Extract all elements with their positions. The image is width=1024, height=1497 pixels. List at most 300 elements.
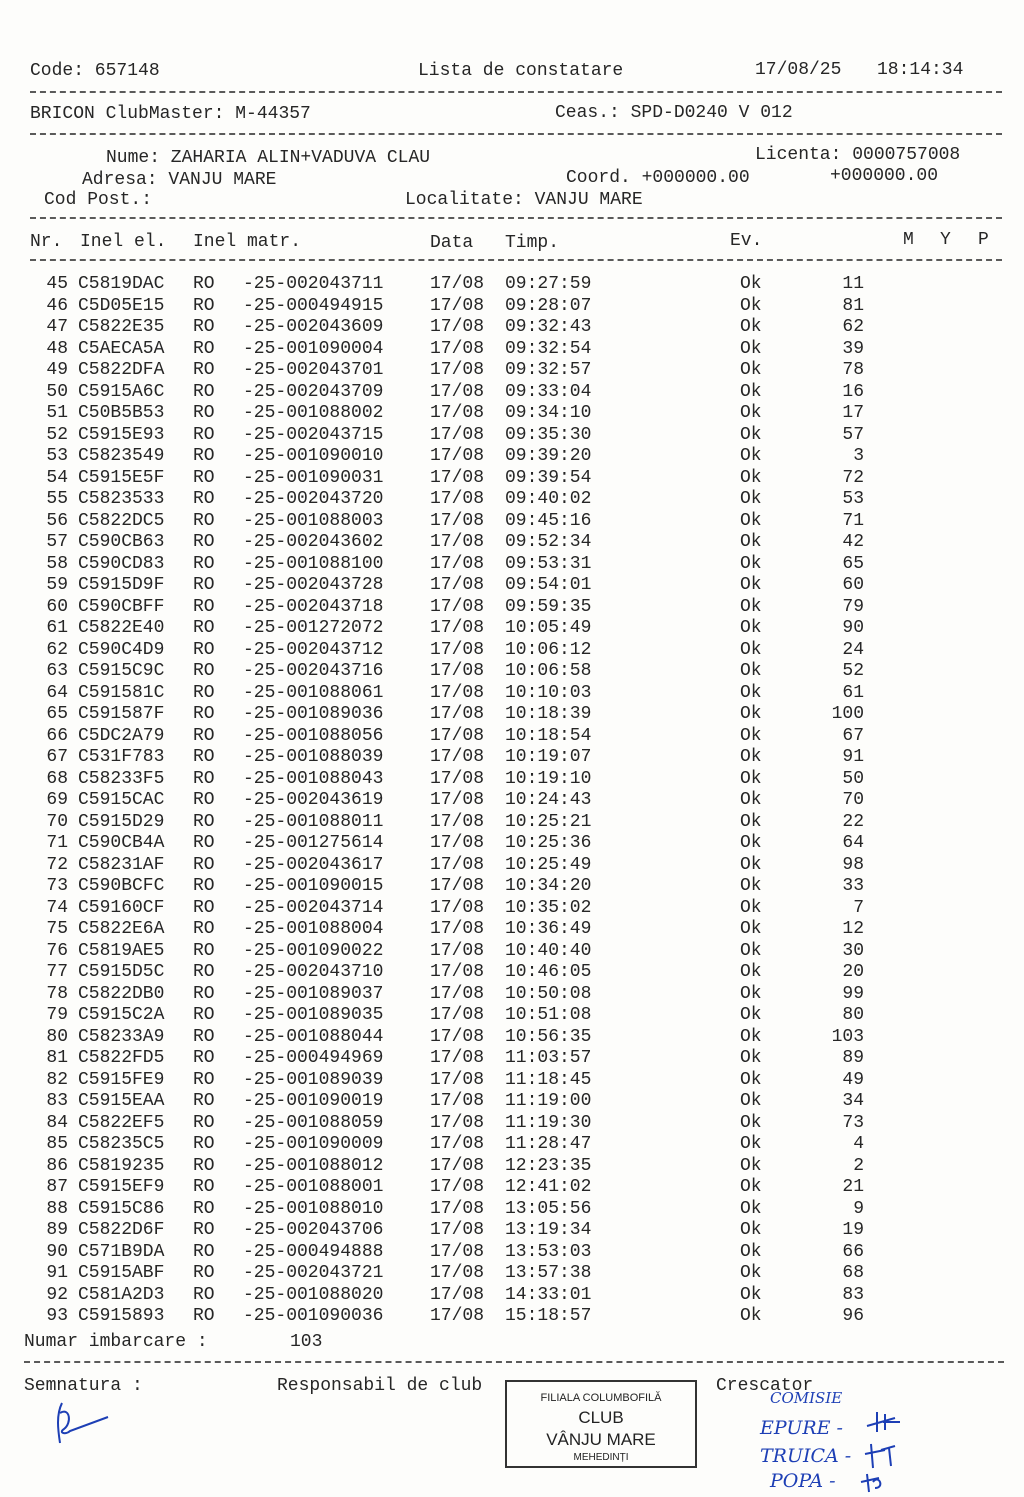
table-row bbox=[0, 1135, 1024, 1157]
ring-matricol: -25-001272072 bbox=[243, 618, 384, 638]
arrival-date: 17/08 bbox=[430, 811, 485, 832]
row-number: 78 bbox=[46, 983, 68, 1004]
divider bbox=[30, 133, 1002, 135]
ring-electronic: C590BCFC bbox=[78, 876, 165, 896]
ring-country: RO bbox=[193, 1091, 215, 1111]
ring-electronic: C531F783 bbox=[78, 747, 165, 767]
arrival-date: 17/08 bbox=[430, 1263, 485, 1283]
ring-electronic: C5819DAC bbox=[78, 274, 165, 294]
row-number: 83 bbox=[46, 1091, 68, 1111]
arrival-date: 17/08 bbox=[430, 983, 485, 1004]
ring-country: RO bbox=[193, 897, 215, 918]
ring-country: RO bbox=[193, 1306, 215, 1326]
ring-country: RO bbox=[193, 768, 215, 789]
ring-country: RO bbox=[193, 532, 215, 552]
clubmaster-id: BRICON ClubMaster: M-44357 bbox=[30, 104, 311, 124]
arrival-date: 17/08 bbox=[430, 919, 485, 939]
ring-country: RO bbox=[193, 1241, 215, 1262]
ring-country: RO bbox=[193, 1134, 215, 1154]
ring-electronic: C590CD83 bbox=[78, 553, 165, 574]
event-status: Ok bbox=[740, 1134, 762, 1154]
ring-electronic: C5819235 bbox=[78, 1155, 165, 1176]
ring-country: RO bbox=[193, 682, 215, 703]
ring-country: RO bbox=[193, 1026, 215, 1047]
row-number: 64 bbox=[46, 682, 68, 703]
points: 2 bbox=[853, 1155, 864, 1176]
table-row bbox=[0, 1221, 1024, 1243]
arrival-date: 17/08 bbox=[430, 897, 485, 918]
table-row bbox=[0, 770, 1024, 792]
event-status: Ok bbox=[740, 467, 762, 488]
points: 20 bbox=[842, 962, 864, 982]
arrival-date: 17/08 bbox=[430, 790, 485, 810]
arrival-time: 09:59:35 bbox=[505, 596, 592, 617]
ring-country: RO bbox=[193, 489, 215, 509]
arrival-time: 10:19:07 bbox=[505, 747, 592, 767]
arrival-date: 17/08 bbox=[430, 962, 485, 982]
event-status: Ok bbox=[740, 1112, 762, 1133]
arrival-time: 10:24:43 bbox=[505, 790, 592, 810]
ring-matricol: -25-001089036 bbox=[243, 704, 384, 724]
ring-matricol: -25-002043701 bbox=[243, 360, 384, 380]
points: 91 bbox=[842, 747, 864, 767]
arrival-date: 17/08 bbox=[430, 317, 485, 337]
ring-matricol: -25-001090031 bbox=[243, 467, 384, 488]
row-number: 70 bbox=[46, 811, 68, 832]
ring-matricol: -25-002043706 bbox=[243, 1220, 384, 1240]
ring-matricol: -25-002043720 bbox=[243, 489, 384, 509]
arrival-time: 09:54:01 bbox=[505, 575, 592, 595]
arrival-date: 17/08 bbox=[430, 295, 485, 316]
arrival-time: 09:32:43 bbox=[505, 317, 592, 337]
handwritten-initials bbox=[855, 1408, 945, 1493]
col-ring-matr: Inel matr. bbox=[193, 232, 302, 252]
col-y: Y bbox=[940, 230, 951, 250]
points: 103 bbox=[831, 1026, 864, 1047]
ring-country: RO bbox=[193, 661, 215, 681]
ring-electronic: C5915ABF bbox=[78, 1263, 165, 1283]
arrival-time: 09:35:30 bbox=[505, 424, 592, 445]
ring-country: RO bbox=[193, 639, 215, 660]
arrival-time: 10:25:21 bbox=[505, 811, 592, 832]
table-row bbox=[0, 404, 1024, 426]
event-status: Ok bbox=[740, 618, 762, 638]
arrival-date: 17/08 bbox=[430, 1134, 485, 1154]
row-number: 45 bbox=[46, 274, 68, 294]
ring-country: RO bbox=[193, 983, 215, 1004]
arrival-time: 09:40:02 bbox=[505, 489, 592, 509]
stamp-line-1: FILIALA COLUMBOFILĂ bbox=[540, 1392, 662, 1404]
ring-country: RO bbox=[193, 1155, 215, 1176]
event-status: Ok bbox=[740, 833, 762, 853]
ring-matricol: -25-001088012 bbox=[243, 1155, 384, 1176]
table-row bbox=[0, 963, 1024, 985]
event-status: Ok bbox=[740, 725, 762, 746]
ring-electronic: C50B5B53 bbox=[78, 403, 165, 423]
points: 81 bbox=[842, 295, 864, 316]
arrival-time: 10:10:03 bbox=[505, 682, 592, 703]
ring-electronic: C58233F5 bbox=[78, 768, 165, 789]
arrival-date: 17/08 bbox=[430, 467, 485, 488]
ring-country: RO bbox=[193, 274, 215, 294]
ring-country: RO bbox=[193, 381, 215, 402]
ring-electronic: C5915D29 bbox=[78, 811, 165, 832]
arrival-time: 10:25:49 bbox=[505, 854, 592, 875]
event-status: Ok bbox=[740, 575, 762, 595]
arrival-date: 17/08 bbox=[430, 1048, 485, 1068]
arrival-date: 17/08 bbox=[430, 424, 485, 445]
arrival-time: 09:39:54 bbox=[505, 467, 592, 488]
points: 52 bbox=[842, 661, 864, 681]
arrival-date: 17/08 bbox=[430, 1155, 485, 1176]
table-row bbox=[0, 791, 1024, 813]
col-date: Data bbox=[430, 233, 474, 253]
arrival-time: 09:52:34 bbox=[505, 532, 592, 552]
row-number: 75 bbox=[46, 919, 68, 939]
row-number: 77 bbox=[46, 962, 68, 982]
arrival-time: 09:53:31 bbox=[505, 553, 592, 574]
arrival-date: 17/08 bbox=[430, 553, 485, 574]
row-number: 46 bbox=[46, 295, 68, 316]
event-status: Ok bbox=[740, 639, 762, 660]
stamp-line-2: CLUB bbox=[578, 1408, 624, 1427]
ring-matricol: -25-002043709 bbox=[243, 381, 384, 402]
ring-matricol: -25-001090019 bbox=[243, 1091, 384, 1111]
event-status: Ok bbox=[740, 962, 762, 982]
arrival-date: 17/08 bbox=[430, 1005, 485, 1025]
ring-electronic: C5822DC5 bbox=[78, 510, 165, 531]
event-status: Ok bbox=[740, 317, 762, 337]
ring-electronic: C5915EAA bbox=[78, 1091, 165, 1111]
arrival-time: 09:45:16 bbox=[505, 510, 592, 531]
ring-country: RO bbox=[193, 403, 215, 423]
arrival-time: 13:05:56 bbox=[505, 1198, 592, 1219]
event-status: Ok bbox=[740, 682, 762, 703]
event-status: Ok bbox=[740, 1155, 762, 1176]
ring-country: RO bbox=[193, 747, 215, 767]
arrival-date: 17/08 bbox=[430, 1177, 485, 1197]
table-row bbox=[0, 1049, 1024, 1071]
arrival-date: 17/08 bbox=[430, 768, 485, 789]
row-number: 49 bbox=[46, 360, 68, 380]
ring-matricol: -25-002043711 bbox=[243, 274, 384, 294]
ring-matricol: -25-001275614 bbox=[243, 833, 384, 853]
points: 21 bbox=[842, 1177, 864, 1197]
breeder-label: Crescator bbox=[716, 1376, 814, 1396]
event-status: Ok bbox=[740, 424, 762, 445]
ring-matricol: -25-001088056 bbox=[243, 725, 384, 746]
table-row bbox=[0, 1264, 1024, 1286]
ring-country: RO bbox=[193, 317, 215, 337]
stamp-line-4: MEHEDINȚI bbox=[573, 1452, 629, 1463]
handwritten-name-1: EPURE - bbox=[760, 1417, 843, 1439]
table-row bbox=[0, 1028, 1024, 1050]
points: 71 bbox=[842, 510, 864, 531]
ring-electronic: C5822FD5 bbox=[78, 1048, 165, 1068]
ring-matricol: -25-001088003 bbox=[243, 510, 384, 531]
ring-country: RO bbox=[193, 1112, 215, 1133]
ring-matricol: -25-002043617 bbox=[243, 854, 384, 875]
ring-electronic: C5822E35 bbox=[78, 317, 165, 337]
ring-matricol: -25-001090022 bbox=[243, 940, 384, 961]
arrival-time: 10:40:40 bbox=[505, 940, 592, 961]
table-row bbox=[0, 748, 1024, 770]
table-row bbox=[0, 1006, 1024, 1028]
points: 79 bbox=[842, 596, 864, 617]
points: 24 bbox=[842, 639, 864, 660]
points: 67 bbox=[842, 725, 864, 746]
ring-matricol: -25-002043718 bbox=[243, 596, 384, 617]
arrival-date: 17/08 bbox=[430, 618, 485, 638]
arrival-time: 10:06:58 bbox=[505, 661, 592, 681]
table-row bbox=[0, 942, 1024, 964]
event-status: Ok bbox=[740, 661, 762, 681]
row-number: 72 bbox=[46, 854, 68, 875]
arrival-time: 10:50:08 bbox=[505, 983, 592, 1004]
ring-matricol: -25-001090015 bbox=[243, 876, 384, 896]
signature-mark bbox=[50, 1395, 120, 1450]
table-row bbox=[0, 1178, 1024, 1200]
table-row bbox=[0, 318, 1024, 340]
arrival-time: 10:36:49 bbox=[505, 919, 592, 939]
ring-matricol: -25-001088059 bbox=[243, 1112, 384, 1133]
row-number: 55 bbox=[46, 489, 68, 509]
handwritten-name-3: POPA - bbox=[770, 1470, 836, 1492]
table-row bbox=[0, 856, 1024, 878]
arrival-date: 17/08 bbox=[430, 1069, 485, 1090]
table-row bbox=[0, 361, 1024, 383]
arrival-date: 17/08 bbox=[430, 639, 485, 660]
row-number: 54 bbox=[46, 467, 68, 488]
event-status: Ok bbox=[740, 553, 762, 574]
row-number: 66 bbox=[46, 725, 68, 746]
col-time: Timp. bbox=[505, 233, 560, 253]
event-status: Ok bbox=[740, 1048, 762, 1068]
arrival-time: 12:41:02 bbox=[505, 1177, 592, 1197]
points: 100 bbox=[831, 704, 864, 724]
arrival-time: 10:46:05 bbox=[505, 962, 592, 982]
postal-code: Cod Post.: bbox=[44, 190, 153, 210]
row-number: 76 bbox=[46, 940, 68, 961]
table-row bbox=[0, 920, 1024, 942]
arrival-date: 17/08 bbox=[430, 940, 485, 961]
arrival-date: 17/08 bbox=[430, 1284, 485, 1305]
points: 50 bbox=[842, 768, 864, 789]
row-number: 47 bbox=[46, 317, 68, 337]
ring-country: RO bbox=[193, 725, 215, 746]
table-row bbox=[0, 297, 1024, 319]
ring-matricol: -25-002043602 bbox=[243, 532, 384, 552]
event-status: Ok bbox=[740, 1263, 762, 1283]
arrival-time: 10:56:35 bbox=[505, 1026, 592, 1047]
ring-matricol: -25-001088004 bbox=[243, 919, 384, 939]
ring-matricol: -25-001088002 bbox=[243, 403, 384, 423]
ring-electronic: C58231AF bbox=[78, 854, 165, 875]
points: 3 bbox=[853, 446, 864, 466]
table-row bbox=[0, 619, 1024, 641]
arrival-time: 10:18:54 bbox=[505, 725, 592, 746]
row-number: 73 bbox=[46, 876, 68, 896]
row-number: 68 bbox=[46, 768, 68, 789]
ring-electronic: C590CB4A bbox=[78, 833, 165, 853]
arrival-date: 17/08 bbox=[430, 1198, 485, 1219]
table-row bbox=[0, 899, 1024, 921]
ring-electronic: C5915E5F bbox=[78, 467, 165, 488]
row-number: 69 bbox=[46, 790, 68, 810]
event-status: Ok bbox=[740, 811, 762, 832]
points: 30 bbox=[842, 940, 864, 961]
club-stamp bbox=[505, 1380, 697, 1468]
responsible-label: Responsabil de club bbox=[277, 1376, 483, 1396]
row-number: 62 bbox=[46, 639, 68, 660]
points: 68 bbox=[842, 1263, 864, 1283]
ring-country: RO bbox=[193, 510, 215, 531]
points: 64 bbox=[842, 833, 864, 853]
event-status: Ok bbox=[740, 446, 762, 466]
arrival-time: 10:25:36 bbox=[505, 833, 592, 853]
event-status: Ok bbox=[740, 489, 762, 509]
ring-electronic: C5823533 bbox=[78, 489, 165, 509]
ring-electronic: C5915C9C bbox=[78, 661, 165, 681]
ring-country: RO bbox=[193, 1263, 215, 1283]
arrival-date: 17/08 bbox=[430, 1091, 485, 1111]
ring-electronic: C5822EF5 bbox=[78, 1112, 165, 1133]
ring-country: RO bbox=[193, 424, 215, 445]
table-row bbox=[0, 877, 1024, 899]
table-row bbox=[0, 275, 1024, 297]
ring-matricol: -25-001088020 bbox=[243, 1284, 384, 1305]
points: 19 bbox=[842, 1220, 864, 1240]
table-row bbox=[0, 1092, 1024, 1114]
arrival-time: 11:19:00 bbox=[505, 1091, 592, 1111]
arrival-date: 17/08 bbox=[430, 833, 485, 853]
row-number: 93 bbox=[46, 1306, 68, 1326]
row-number: 63 bbox=[46, 661, 68, 681]
ring-matricol: -25-002043716 bbox=[243, 661, 384, 681]
arrival-date: 17/08 bbox=[430, 1112, 485, 1133]
points: 99 bbox=[842, 983, 864, 1004]
ring-country: RO bbox=[193, 940, 215, 961]
ring-electronic: C5915D9F bbox=[78, 575, 165, 595]
ring-electronic: C5822DFA bbox=[78, 360, 165, 380]
ring-electronic: C5DC2A79 bbox=[78, 725, 165, 746]
row-number: 86 bbox=[46, 1155, 68, 1176]
row-number: 57 bbox=[46, 532, 68, 552]
table-row bbox=[0, 1307, 1024, 1329]
event-status: Ok bbox=[740, 1026, 762, 1047]
arrival-time: 09:32:57 bbox=[505, 360, 592, 380]
ring-country: RO bbox=[193, 553, 215, 574]
points: 73 bbox=[842, 1112, 864, 1133]
divider bbox=[30, 259, 1002, 261]
ring-electronic: C5822E40 bbox=[78, 618, 165, 638]
event-status: Ok bbox=[740, 403, 762, 423]
ring-matricol: -25-000494888 bbox=[243, 1241, 384, 1262]
ring-country: RO bbox=[193, 704, 215, 724]
code-label: Code: 657148 bbox=[30, 61, 160, 81]
ring-country: RO bbox=[193, 1005, 215, 1025]
ring-electronic: C59160CF bbox=[78, 897, 165, 918]
points: 98 bbox=[842, 854, 864, 875]
event-status: Ok bbox=[740, 919, 762, 939]
event-status: Ok bbox=[740, 295, 762, 316]
event-status: Ok bbox=[740, 790, 762, 810]
ring-electronic: C5915D5C bbox=[78, 962, 165, 982]
arrival-time: 09:34:10 bbox=[505, 403, 592, 423]
arrival-time: 09:33:04 bbox=[505, 381, 592, 402]
points: 12 bbox=[842, 919, 864, 939]
ring-electronic: C58235C5 bbox=[78, 1134, 165, 1154]
ring-matricol: -25-001088039 bbox=[243, 747, 384, 767]
ring-electronic: C5915E93 bbox=[78, 424, 165, 445]
print-date: 17/08/25 bbox=[755, 60, 842, 80]
arrival-date: 17/08 bbox=[430, 532, 485, 552]
arrival-date: 17/08 bbox=[430, 381, 485, 402]
points: 96 bbox=[842, 1306, 864, 1326]
event-status: Ok bbox=[740, 768, 762, 789]
arrival-date: 17/08 bbox=[430, 661, 485, 681]
arrival-time: 13:57:38 bbox=[505, 1263, 592, 1283]
row-number: 81 bbox=[46, 1048, 68, 1068]
points: 60 bbox=[842, 575, 864, 595]
arrival-date: 17/08 bbox=[430, 1220, 485, 1240]
table-row bbox=[0, 985, 1024, 1007]
table-row bbox=[0, 705, 1024, 727]
points: 53 bbox=[842, 489, 864, 509]
ring-electronic: C590CB63 bbox=[78, 532, 165, 552]
ring-electronic: C581A2D3 bbox=[78, 1284, 165, 1305]
row-number: 91 bbox=[46, 1263, 68, 1283]
ring-country: RO bbox=[193, 1048, 215, 1068]
ring-country: RO bbox=[193, 876, 215, 896]
print-time: 18:14:34 bbox=[877, 60, 964, 80]
arrival-time: 13:19:34 bbox=[505, 1220, 592, 1240]
row-number: 82 bbox=[46, 1069, 68, 1090]
table-row bbox=[0, 447, 1024, 469]
row-number: 51 bbox=[46, 403, 68, 423]
points: 49 bbox=[842, 1069, 864, 1090]
arrival-date: 17/08 bbox=[430, 360, 485, 380]
ring-matricol: -25-002043710 bbox=[243, 962, 384, 982]
row-number: 67 bbox=[46, 747, 68, 767]
points: 78 bbox=[842, 360, 864, 380]
points: 11 bbox=[842, 274, 864, 294]
table-row bbox=[0, 1243, 1024, 1265]
ring-matricol: -25-001088001 bbox=[243, 1177, 384, 1197]
imbarcare-value: 103 bbox=[290, 1332, 323, 1352]
event-status: Ok bbox=[740, 1284, 762, 1305]
handwritten-name-2: TRUICA - bbox=[760, 1445, 852, 1467]
arrival-time: 09:28:07 bbox=[505, 295, 592, 316]
ring-electronic: C591581C bbox=[78, 682, 165, 703]
row-number: 89 bbox=[46, 1220, 68, 1240]
row-number: 87 bbox=[46, 1177, 68, 1197]
ring-country: RO bbox=[193, 962, 215, 982]
event-status: Ok bbox=[740, 274, 762, 294]
ring-matricol: -25-001088100 bbox=[243, 553, 384, 574]
table-row bbox=[0, 834, 1024, 856]
ring-electronic: C5823549 bbox=[78, 446, 165, 466]
table-row bbox=[0, 813, 1024, 835]
ring-electronic: C58233A9 bbox=[78, 1026, 165, 1047]
table-row bbox=[0, 469, 1024, 491]
table-row bbox=[0, 576, 1024, 598]
col-ev: Ev. bbox=[730, 231, 763, 251]
row-number: 50 bbox=[46, 381, 68, 402]
ring-matricol: -25-001088061 bbox=[243, 682, 384, 703]
arrival-time: 11:19:30 bbox=[505, 1112, 592, 1133]
arrival-date: 17/08 bbox=[430, 489, 485, 509]
